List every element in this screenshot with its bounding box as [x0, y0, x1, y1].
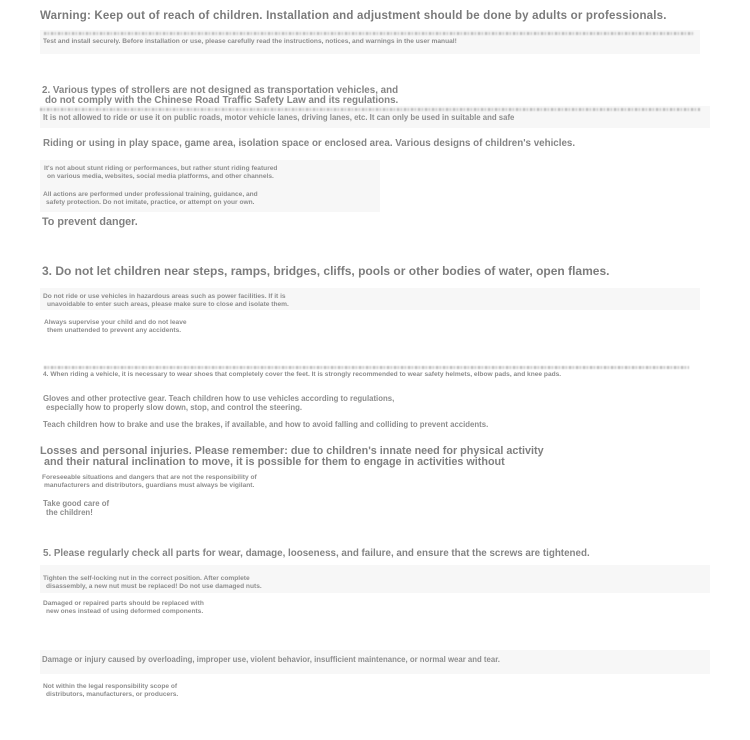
nut-text-line1: Tighten the self-locking nut in the correct position. After complete — [43, 575, 250, 582]
parts-text-line2: new ones instead of using deformed components. — [46, 608, 204, 615]
parts-text-line1: Damaged or repaired parts should be replaced with — [43, 600, 204, 607]
stunt-text-line2: on various media, websites, social media platforms, and other channels. — [47, 173, 274, 180]
hazard-text-line1: Do not ride or use vehicles in hazardous areas such as power facilities. If it is — [43, 293, 286, 300]
take-care-text-line2: the children! — [46, 508, 93, 517]
supervise-text-line2: them unattended to prevent any accidents. — [47, 327, 182, 334]
blurred-text-line — [44, 32, 694, 35]
section-4-heading: 4. When riding a vehicle, it is necessary to wear shoes that completely cover the feet. It is strongly recommended to wear safety helmets, elbow pads, and knee pads. — [43, 371, 562, 378]
losses-text-line1: Losses and personal injuries. Please remember: due to children's innate need for physical activity — [40, 445, 544, 457]
legal-text-line2: distributors, manufacturers, or producers. — [46, 691, 179, 698]
blurred-text-line — [44, 366, 689, 369]
damage-injury-text: Damage or injury caused by overloading, improper use, violent behavior, insufficient maintenance, or normal wear and tear. — [42, 655, 500, 664]
gloves-text-line2: especially how to properly slow down, stop, and control the steering. — [46, 403, 303, 412]
brake-text: Teach children how to brake and use the brakes, if available, and how to avoid falling and colliding to prevent accidents. — [43, 420, 489, 429]
section-2-heading-line1: 2. Various types of strollers are not designed as transportation vehicles, and — [42, 85, 399, 96]
nut-text-line2: disassembly, a new nut must be replaced! Do not use damaged nuts. — [46, 583, 262, 590]
riding-spaces-text: Riding or using in play space, game area, isolation space or enclosed area. Various designs of children's vehicles. — [43, 138, 576, 149]
actions-text-line1: All actions are performed under professional training, guidance, and — [43, 191, 258, 198]
gloves-text-line1: Gloves and other protective gear. Teach children how to use vehicles according to regulations, — [43, 394, 395, 403]
section-5-heading: 5. Please regularly check all parts for wear, damage, looseness, and failure, and ensure that the screws are tightened. — [43, 548, 590, 559]
stunt-text-line1: It's not about stunt riding or performances, but rather stunt riding featured — [44, 165, 278, 172]
prevent-danger-text: To prevent danger. — [42, 216, 138, 228]
take-care-text-line1: Take good care of — [43, 499, 110, 508]
actions-text-line2: safety protection. Do not imitate, practice, or attempt on your own. — [46, 199, 255, 206]
foreseeable-text-line2: manufacturers and distributors, guardians must always be vigilant. — [44, 482, 255, 489]
legal-text-line1: Not within the legal responsibility scope of — [43, 683, 178, 690]
hazard-text-line2: unavoidable to enter such areas, please make sure to close and isolate them. — [47, 301, 289, 308]
losses-text-line2: and their natural inclination to move, it is possible for them to engage in activities without — [44, 456, 505, 468]
public-roads-text: It is not allowed to ride or use it on public roads, motor vehicle lanes, driving lanes, etc. It can only be used in suitable and safe — [43, 113, 515, 122]
section-2-heading-line2: do not comply with the Chinese Road Traffic Safety Law and its regulations. — [45, 95, 399, 106]
warning-heading: Warning: Keep out of reach of children. Installation and adjustment should be done by adults or professionals. — [40, 10, 667, 22]
supervise-text-line1: Always supervise your child and do not leave — [44, 319, 187, 326]
blurred-text-line — [40, 108, 700, 111]
foreseeable-text-line1: Foreseeable situations and dangers that are not the responsibility of — [42, 474, 257, 481]
test-install-text: Test and install securely. Before installation or use, please carefully read the instructions, notices, and warnings in the user manual! — [43, 38, 457, 45]
section-3-heading: 3. Do not let children near steps, ramps, bridges, cliffs, pools or other bodies of water, open flames. — [42, 264, 610, 278]
